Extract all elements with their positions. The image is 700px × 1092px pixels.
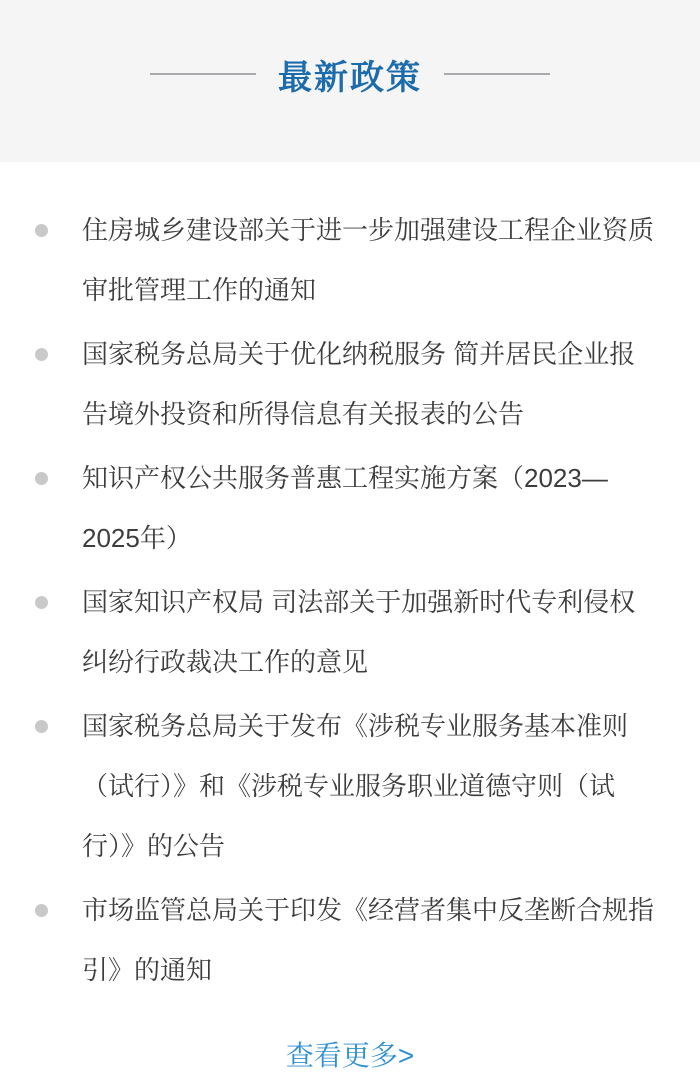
policy-list-item[interactable] — [82, 200, 654, 320]
title-left-divider-line — [150, 73, 256, 75]
policy-list-item[interactable] — [82, 448, 654, 568]
policy-list — [0, 162, 700, 1000]
policy-list-item[interactable] — [82, 572, 654, 692]
policy-list-item[interactable] — [82, 324, 654, 444]
policy-title[interactable]: 国家税务总局关于发布《涉税专业服务基本准则（试行）》和《涉税专业服务职业道德守则（试行）》的公告 — [82, 711, 629, 861]
page-title: 最新政策 — [278, 58, 422, 97]
bullet-dot-icon — [35, 720, 48, 733]
policy-title[interactable]: 知识产权公共服务普惠工程实施方案（2023—2025年） — [82, 463, 608, 553]
view-more-container — [0, 1034, 700, 1074]
policy-title[interactable]: 市场监管总局关于印发《经营者集中反垄断合规指引》的通知 — [82, 895, 655, 985]
bullet-dot-icon — [35, 348, 48, 361]
bullet-dot-icon — [35, 904, 48, 917]
policy-title[interactable]: 国家税务总局关于优化纳税服务 简并居民企业报告境外投资和所得信息有关报表的公告 — [82, 339, 636, 429]
view-more-link[interactable]: 查看更多> — [285, 1040, 415, 1071]
policy-list-item[interactable] — [82, 696, 654, 876]
policy-list-item[interactable] — [82, 880, 654, 1000]
title-right-divider-line — [444, 73, 550, 75]
header-title-row — [150, 50, 550, 99]
bullet-dot-icon — [35, 472, 48, 485]
policy-title[interactable]: 国家知识产权局 司法部关于加强新时代专利侵权纠纷行政裁决工作的意见 — [82, 587, 636, 677]
bullet-dot-icon — [35, 596, 48, 609]
latest-policy-header — [0, 0, 700, 162]
bullet-dot-icon — [35, 224, 48, 237]
policy-title[interactable]: 住房城乡建设部关于进一步加强建设工程企业资质审批管理工作的通知 — [82, 215, 655, 305]
